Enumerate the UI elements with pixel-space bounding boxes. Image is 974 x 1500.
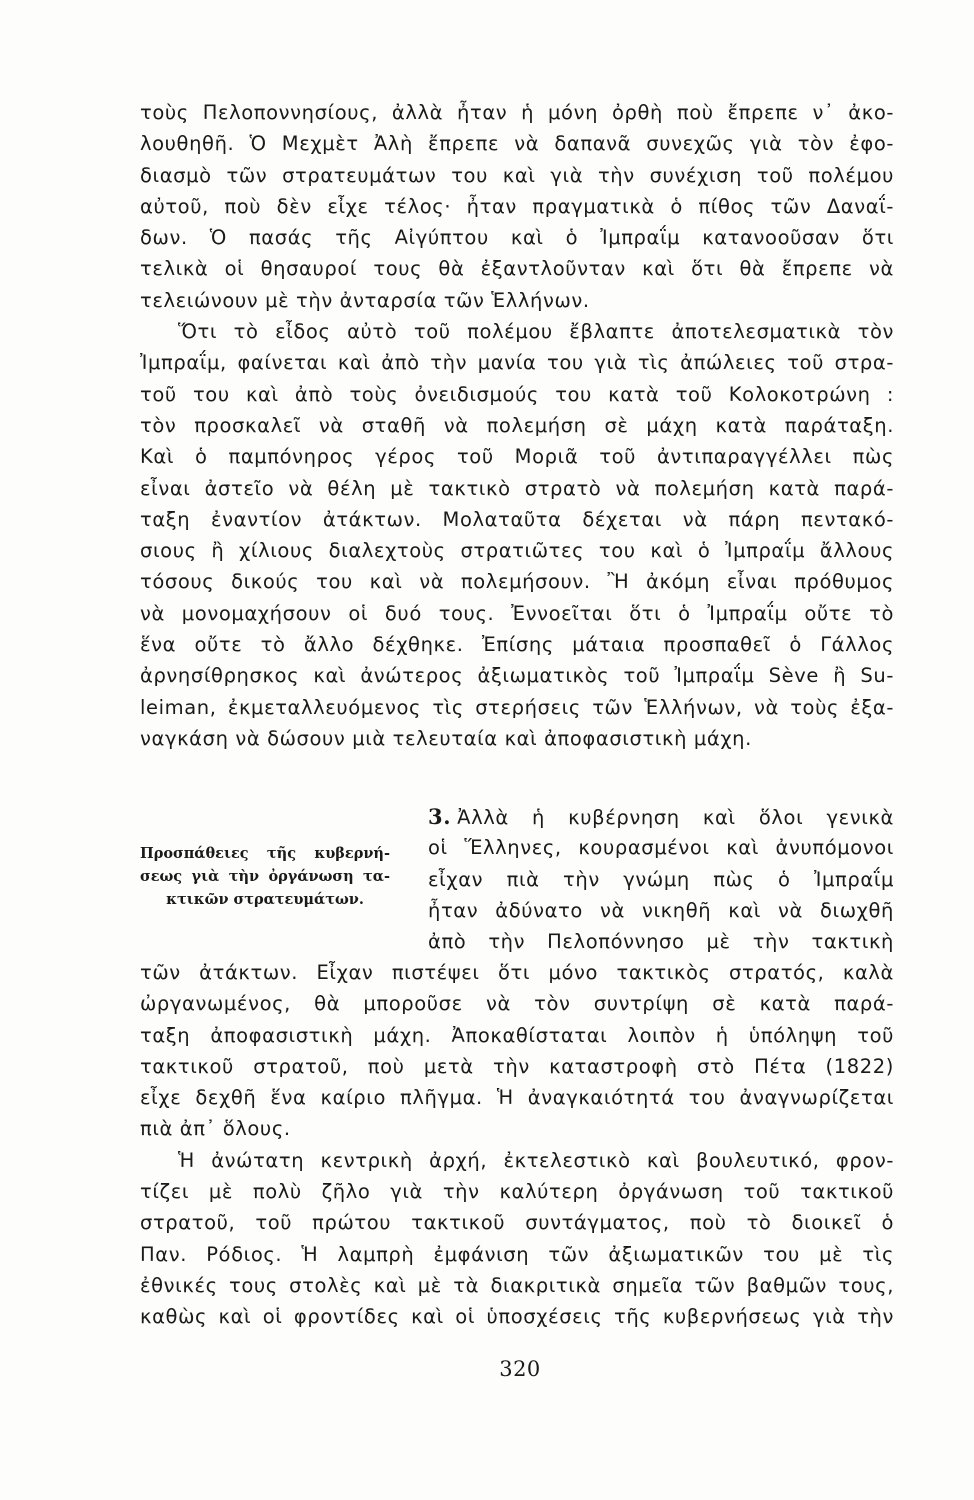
text-line: διασμὸ τῶν στρατευμάτων του καὶ γιὰ τὴν συνέχιση τοῦ πολέμου <box>140 163 894 187</box>
text-line: τόσους δικούς του καὶ νὰ πολεμήσουν. Ἢ ἀκόμη εἶναι πρόθυμος <box>140 570 894 594</box>
text-line: leiman, ἐκμεταλλευόμενος τὶς στερήσεις τῶν Ἑλλήνων, νὰ τοὺς ἐξα- <box>140 695 894 719</box>
paragraph-block-top <box>140 97 894 754</box>
text-line: καθὼς καὶ οἱ φροντίδες καὶ οἱ ὑποσχέσεις τῆς κυβερνήσεως γιὰ τὴν <box>140 1305 894 1329</box>
text-line: τίζει μὲ πολὺ ζῆλο γιὰ τὴν καλύτερη ὀργάνωση τοῦ τακτικοῦ <box>140 1180 894 1204</box>
text-line: εἶναι ἀστεῖο νὰ θέλη μὲ τακτικὸ στρατὸ νὰ πολεμήση κατὰ παρά- <box>140 476 894 500</box>
text-line: Ἰμπραΐμ, φαίνεται καὶ ἀπὸ τὴν μανία του γιὰ τὶς ἀπώλειες τοῦ στρα- <box>140 351 894 375</box>
margin-heading <box>140 842 390 911</box>
text-line: ἀπὸ τὴν Πελοπόννησο μὲ τὴν τακτικὴ <box>428 930 894 954</box>
text-line: τοῦ του καὶ ἀπὸ τοὺς ὀνειδισμούς του κατὰ τοῦ Κολοκοτρώνη : <box>140 382 894 406</box>
page-number: 320 <box>499 1357 541 1381</box>
text-line: Παν. Ρόδιος. Ἡ λαμπρὴ ἐμφάνιση τῶν ἀξιωματικῶν του μὲ τὶς <box>140 1242 894 1266</box>
margin-heading-line: κτικῶν στρατευμάτων. <box>166 891 364 908</box>
paragraph-block-bottom <box>140 957 894 1333</box>
text-line: Καὶ ὁ παμπόνηρος γέρος τοῦ Μοριᾶ τοῦ ἀντιπαραγγέλλει πὼς <box>140 445 894 469</box>
text-line: Ἡ ἀνώτατη κεντρικὴ ἀρχή, ἐκτελεστικὸ καὶ βουλευτικό, φρον- <box>178 1148 894 1172</box>
text-line: νὰ μονομαχήσουν οἱ δυό τους. Ἐννοεῖται ὅτι ὁ Ἰμπραΐμ οὔτε τὸ <box>140 601 894 625</box>
text-line: τελικὰ οἱ θησαυροί τους θὰ ἐξαντλοῦνταν καὶ ὅτι θὰ ἔπρεπε νὰ <box>140 257 894 281</box>
text-line-content: Ἀλλὰ ἡ κυβέρνηση καὶ ὅλοι γενικὰ <box>457 806 894 829</box>
text-line: Ὅτι τὸ εἶδος αὐτὸ τοῦ πολέμου ἔβλαπτε ἀποτελεσματικὰ τὸν <box>178 320 894 344</box>
text-line: τὸν προσκαλεῖ νὰ σταθῆ νὰ πολεμήση σὲ μάχη κατὰ παράταξη. <box>140 413 894 437</box>
margin-heading-line: σεως γιὰ τὴν ὀργάνωση τα- <box>140 868 390 885</box>
text-line: τακτικοῦ στρατοῦ, ποὺ μετὰ τὴν καταστροφὴ στὸ Πέτα (1822) <box>140 1054 894 1078</box>
text-line: τοὺς Πελοποννησίους, ἀλλὰ ἦταν ἡ μόνη ὀρθὴ ποὺ ἔπρεπε ν᾿ ἀκο- <box>140 101 894 124</box>
text-line: ὠργανωμένος, θὰ μποροῦσε νὰ τὸν συντρίψη σὲ κατὰ παρά- <box>140 992 894 1016</box>
text-line: στρατοῦ, τοῦ πρώτου τακτικοῦ συντάγματος, ποὺ τὸ διοικεῖ ὁ <box>140 1211 894 1235</box>
text-line: λουθηθῆ. Ὁ Μεχμὲτ Ἀλὴ ἔπρεπε νὰ δαπανᾶ συνεχῶς γιὰ τὸν ἐφο- <box>140 132 894 156</box>
text-line: ναγκάση νὰ δώσουν μιὰ τελευταία καὶ ἀποφασιστικὴ μάχη. <box>140 726 752 750</box>
text-line: ταξη ἀποφασιστικὴ μάχη. Ἀποκαθίσταται λοιπὸν ἡ ὑπόληψη τοῦ <box>140 1023 894 1047</box>
margin-heading-line: Προσπάθειες τῆς κυβερνή- <box>140 845 390 862</box>
text-line: ταξη ἐναντίον ἀτάκτων. Μολαταῦτα δέχεται νὰ πάρη πεντακό- <box>140 507 894 531</box>
text-line: ἦταν ἀδύνατο νὰ νικηθῆ καὶ νὰ διωχθῆ <box>428 898 894 922</box>
text-line: οἱ Ἕλληνες, κουρασμένοι καὶ ἀνυπόμονοι <box>428 836 894 860</box>
section-3-opening <box>428 801 894 957</box>
text-line: τελειώνουν μὲ τὴν ἀνταρσία τῶν Ἑλλήνων. <box>140 288 590 312</box>
text-line: τῶν ἀτάκτων. Εἶχαν πιστέψει ὅτι μόνο τακτικὸς στρατός, καλὰ <box>140 961 894 984</box>
text-line: εἶχαν πιὰ τὴν γνώμη πὼς ὁ Ἰμπραΐμ <box>428 867 894 891</box>
text-line: εἶχε δεχθῆ ἕνα καίριο πλῆγμα. Ἡ ἀναγκαιότητά του ἀναγνωρίζεται <box>140 1086 894 1110</box>
text-line: αὐτοῦ, ποὺ δὲν εἶχε τέλος· ἦταν πραγματικὰ ὁ πίθος τῶν Δαναΐ- <box>140 194 894 218</box>
text-line: ἕνα οὔτε τὸ ἄλλο δέχθηκε. Ἐπίσης μάταια προσπαθεῖ ὁ Γάλλος <box>140 633 894 657</box>
section-number: 3. <box>428 804 452 829</box>
text-line: ἐθνικές τους στολὲς καὶ μὲ τὰ διακριτικὰ σημεῖα τῶν βαθμῶν τους, <box>140 1273 894 1297</box>
text-line: ἀρνησίθρησκος καὶ ἀνώτερος ἀξιωματικὸς τοῦ Ἰμπραΐμ Sève ἢ Su- <box>140 664 894 688</box>
text-line: δων. Ὁ πασάς τῆς Αἰγύπτου καὶ ὁ Ἰμπραΐμ κατανοοῦσαν ὅτι <box>140 226 894 250</box>
text-line <box>428 801 894 832</box>
text-line: σιους ἢ χίλιους διαλεχτοὺς στρατιῶτες του καὶ ὁ Ἰμπραΐμ ἄλλους <box>140 539 894 563</box>
text-line: πιὰ ἀπ᾿ ὅλους. <box>140 1117 291 1141</box>
